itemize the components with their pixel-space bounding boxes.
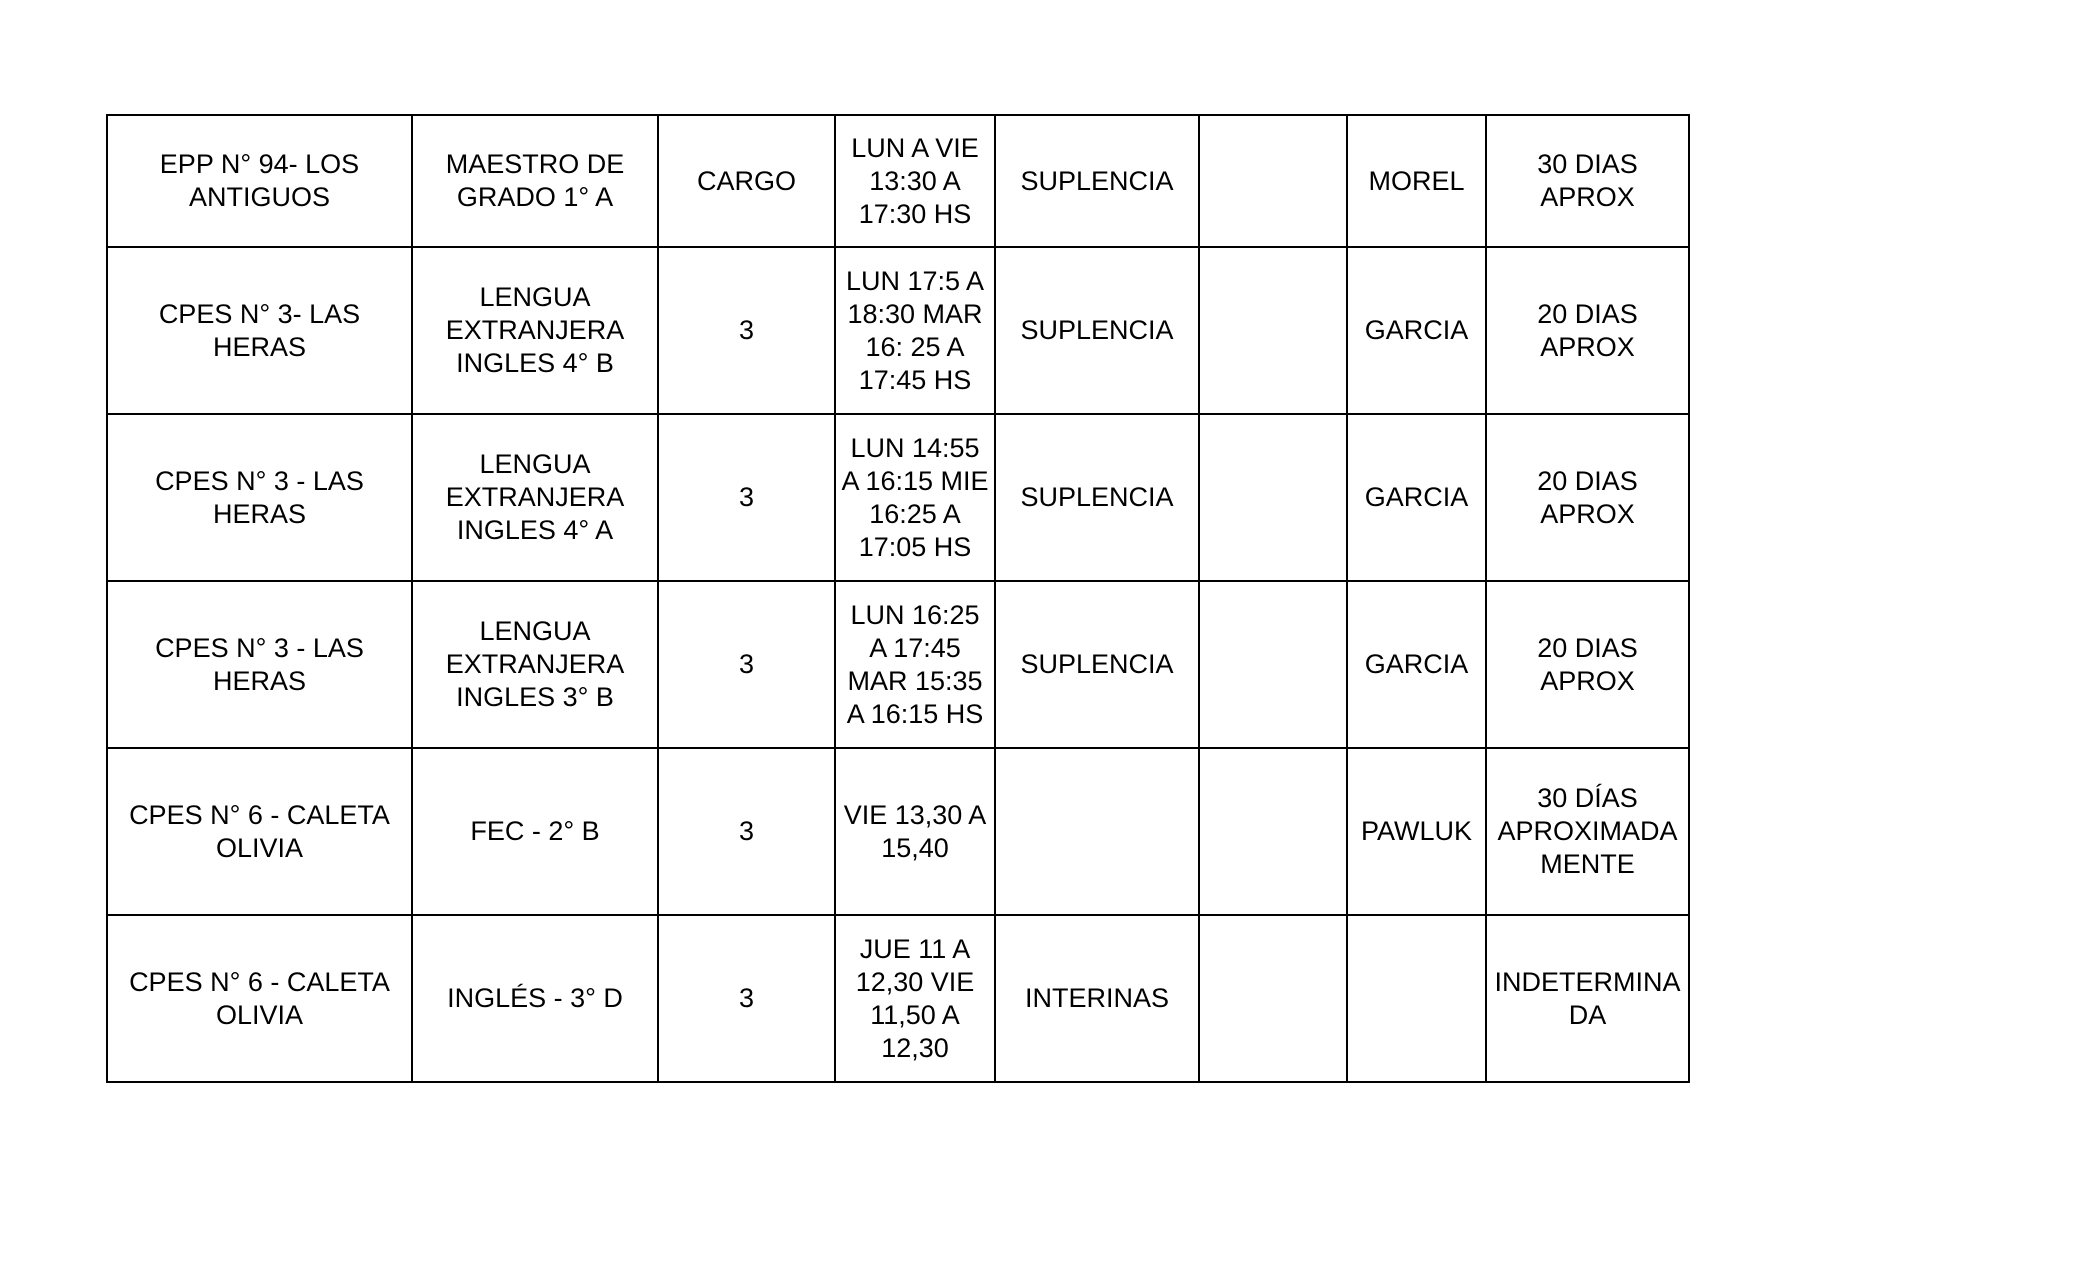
blank-cell xyxy=(1199,915,1347,1082)
subject-cell: LENGUA EXTRANJERA INGLES 4° B xyxy=(412,247,658,414)
surname-cell: GARCIA xyxy=(1347,414,1486,581)
schedule-cell: LUN 16:25 A 17:45 MAR 15:35 A 16:15 HS xyxy=(835,581,995,748)
table-row xyxy=(107,247,1689,414)
surname-cell: MOREL xyxy=(1347,115,1486,247)
subject-cell: MAESTRO DE GRADO 1° A xyxy=(412,115,658,247)
school-cell: CPES N° 3 - LAS HERAS xyxy=(107,581,412,748)
surname-cell: GARCIA xyxy=(1347,247,1486,414)
type-cell: SUPLENCIA xyxy=(995,115,1199,247)
table-row xyxy=(107,115,1689,247)
hours-cell: 3 xyxy=(658,414,835,581)
school-cell: EPP N° 94- LOS ANTIGUOS xyxy=(107,115,412,247)
subject-cell: LENGUA EXTRANJERA INGLES 4° A xyxy=(412,414,658,581)
duration-cell: 30 DÍAS APROXIMADA MENTE xyxy=(1486,748,1689,915)
type-cell xyxy=(995,748,1199,915)
blank-cell xyxy=(1199,748,1347,915)
subject-cell: LENGUA EXTRANJERA INGLES 3° B xyxy=(412,581,658,748)
hours-cell: 3 xyxy=(658,915,835,1082)
duration-cell: 20 DIAS APROX xyxy=(1486,247,1689,414)
subject-cell: INGLÉS - 3° D xyxy=(412,915,658,1082)
blank-cell xyxy=(1199,115,1347,247)
table-row xyxy=(107,414,1689,581)
blank-cell xyxy=(1199,247,1347,414)
type-cell: SUPLENCIA xyxy=(995,414,1199,581)
school-cell: CPES N° 3- LAS HERAS xyxy=(107,247,412,414)
type-cell: INTERINAS xyxy=(995,915,1199,1082)
duration-cell: 30 DIAS APROX xyxy=(1486,115,1689,247)
school-cell: CPES N° 3 - LAS HERAS xyxy=(107,414,412,581)
table-row xyxy=(107,581,1689,748)
schedule-cell: VIE 13,30 A 15,40 xyxy=(835,748,995,915)
duration-cell: 20 DIAS APROX xyxy=(1486,414,1689,581)
vacancies-table xyxy=(106,114,1690,1083)
blank-cell xyxy=(1199,581,1347,748)
school-cell: CPES N° 6 - CALETA OLIVIA xyxy=(107,915,412,1082)
school-cell: CPES N° 6 - CALETA OLIVIA xyxy=(107,748,412,915)
schedule-cell: LUN 17:5 A 18:30 MAR 16: 25 A 17:45 HS xyxy=(835,247,995,414)
table-row xyxy=(107,748,1689,915)
schedule-cell: LUN A VIE 13:30 A 17:30 HS xyxy=(835,115,995,247)
surname-cell: PAWLUK xyxy=(1347,748,1486,915)
type-cell: SUPLENCIA xyxy=(995,247,1199,414)
type-cell: SUPLENCIA xyxy=(995,581,1199,748)
hours-cell: 3 xyxy=(658,581,835,748)
schedule-cell: JUE 11 A 12,30 VIE 11,50 A 12,30 xyxy=(835,915,995,1082)
hours-cell: CARGO xyxy=(658,115,835,247)
surname-cell: GARCIA xyxy=(1347,581,1486,748)
hours-cell: 3 xyxy=(658,247,835,414)
duration-cell: 20 DIAS APROX xyxy=(1486,581,1689,748)
duration-cell: INDETERMINA DA xyxy=(1486,915,1689,1082)
schedule-cell: LUN 14:55 A 16:15 MIE 16:25 A 17:05 HS xyxy=(835,414,995,581)
hours-cell: 3 xyxy=(658,748,835,915)
subject-cell: FEC - 2° B xyxy=(412,748,658,915)
table-row xyxy=(107,915,1689,1082)
blank-cell xyxy=(1199,414,1347,581)
surname-cell xyxy=(1347,915,1486,1082)
